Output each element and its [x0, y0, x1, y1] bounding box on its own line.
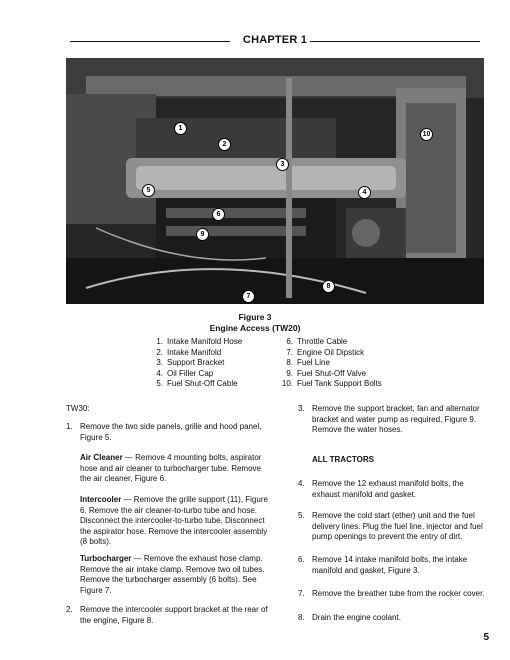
- left-heading: TW30:: [66, 404, 90, 413]
- callout-9: 9: [196, 228, 209, 241]
- step-number: 1.: [66, 422, 73, 431]
- step-text: Remove the cold start (ether) unit and the fuel delivery lines. Plug the fuel line, injector and fuel pump openings to prevent the entry of dirt.: [312, 511, 483, 541]
- figure-number: Figure 3: [238, 312, 272, 322]
- legend-text: Fuel Tank Support Bolts: [297, 379, 382, 388]
- legend-row: [151, 379, 411, 390]
- air-cleaner-heading: Air Cleaner: [80, 453, 123, 462]
- intercooler-heading: Intercooler: [80, 495, 122, 504]
- legend-num: 5.: [156, 379, 163, 388]
- legend-row: [151, 369, 411, 380]
- step-text: Remove the two side panels, grille and hood panel, Figure 5.: [80, 422, 262, 442]
- legend-num: 9.: [286, 368, 293, 378]
- right-step-8: [298, 613, 488, 624]
- legend-text: Fuel Shut-Off Cable: [167, 379, 238, 388]
- engine-photo-illustration: [66, 58, 484, 304]
- air-cleaner-paragraph: [80, 453, 271, 485]
- figure-caption: [0, 312, 510, 334]
- step-number: 5.: [298, 511, 305, 520]
- turbocharger-text: — Remove the exhaust hose clamp. Remove the air intake clamp. Remove two oil tubes. Remove the turbocharger assembly (6 bolts). See Figure 7.: [80, 554, 265, 595]
- engine-photo: [66, 58, 484, 304]
- intercooler-text: — Remove the grille support (11), Figure 6. Remove the air cleaner-to-turbo tube and hose. Disconnect the intercooler-to-turbo tube. Disconnect the aspirator hose. Remove the intercooler assembly (8 bolts).: [80, 495, 268, 546]
- header-rule-right: [310, 41, 480, 42]
- figure-legend: [151, 337, 411, 390]
- step-number: 4.: [298, 479, 305, 488]
- left-step-1: [66, 422, 271, 443]
- callout-8: 8: [322, 280, 335, 293]
- right-step-6: [298, 555, 488, 576]
- step-text: Remove the breather tube from the rocker cover.: [312, 589, 485, 598]
- callout-2: 2: [218, 138, 231, 151]
- legend-text: Oil Filler Cap: [167, 368, 214, 378]
- callout-7: 7: [242, 290, 255, 303]
- step-text: Remove the intercooler support bracket at the rear of the engine, Figure 8.: [80, 605, 268, 625]
- intercooler-paragraph: [80, 495, 271, 548]
- legend-num: 6.: [286, 337, 293, 346]
- right-step-5: [298, 511, 488, 543]
- step-text: Drain the engine coolant.: [312, 613, 401, 622]
- legend-text: Engine Oil Dipstick: [297, 347, 365, 357]
- left-step-2: [66, 605, 271, 626]
- figure-title: Engine Access (TW20): [209, 323, 301, 333]
- turbocharger-heading: Turbocharger: [80, 554, 132, 563]
- step-text: Remove 14 intake manifold bolts, the intake manifold and gasket, Figure 3.: [312, 555, 468, 575]
- legend-text: Intake Manifold: [167, 347, 222, 357]
- step-text: Remove the 12 exhaust manifold bolts, the exhaust manifold and gasket.: [312, 479, 464, 499]
- air-cleaner-text: — Remove 4 mounting bolts, aspirator hose and air cleaner to turbocharger tube. Remove the air cleaner, Figure 6.: [80, 453, 262, 483]
- legend-row: [151, 348, 411, 359]
- callout-6: 6: [212, 208, 225, 221]
- chapter-header: [70, 34, 480, 48]
- step-number: 3.: [298, 404, 305, 413]
- legend-num: 10.: [281, 379, 293, 388]
- right-step-7: [298, 589, 488, 600]
- legend-text: Intake Manifold Hose: [167, 337, 243, 346]
- step-number: 8.: [298, 613, 305, 622]
- callout-10: 10: [420, 128, 433, 141]
- legend-num: 4.: [156, 368, 163, 378]
- legend-num: 3.: [156, 358, 163, 367]
- callout-1: 1: [174, 122, 187, 135]
- legend-text: Support Bracket: [167, 358, 225, 367]
- legend-row: [151, 337, 411, 348]
- callout-3: 3: [276, 158, 289, 171]
- step-number: 2.: [66, 605, 73, 614]
- chapter-title: CHAPTER 1: [242, 34, 308, 46]
- step-text: Remove the support bracket, fan and alternator bracket and water pump as required, Figure 9. Remove the water hoses.: [312, 404, 480, 434]
- legend-text: Fuel Line: [297, 358, 330, 367]
- turbocharger-paragraph: [80, 554, 271, 596]
- legend-num: 2.: [156, 347, 163, 357]
- legend-row: [151, 358, 411, 369]
- callout-4: 4: [358, 186, 371, 199]
- right-step-4: [298, 479, 488, 500]
- legend-text: Fuel Shut-Off Valve: [297, 368, 367, 378]
- legend-text: Throttle Cable: [297, 337, 348, 346]
- step-number: 6.: [298, 555, 305, 564]
- legend-num: 8.: [286, 358, 293, 367]
- right-step-3: [298, 404, 488, 436]
- callout-5: 5: [142, 184, 155, 197]
- all-tractors-heading: ALL TRACTORS: [312, 455, 374, 464]
- legend-num: 1.: [156, 337, 163, 346]
- step-number: 7.: [298, 589, 305, 598]
- legend-num: 7.: [286, 347, 293, 357]
- page-number: 5: [483, 632, 489, 643]
